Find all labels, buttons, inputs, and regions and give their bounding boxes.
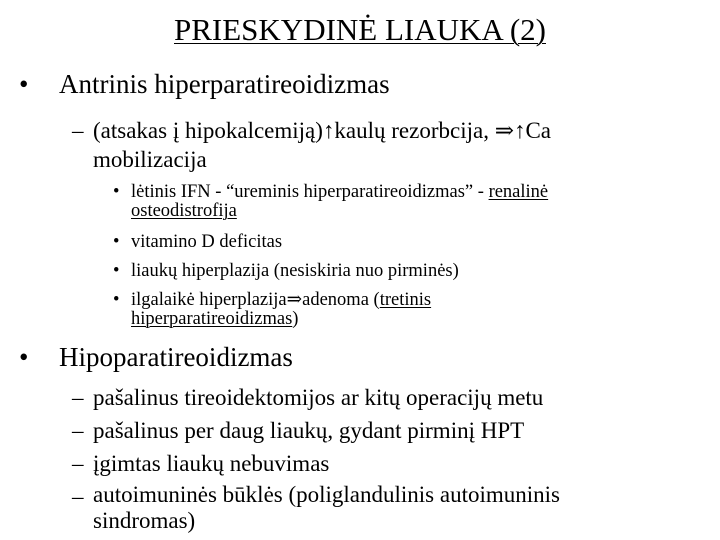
subitem-autoimmune-line1: autoimuninės būklės (poliglandulinis autoimuninis bbox=[93, 482, 560, 507]
bullet-icon: • bbox=[113, 261, 120, 281]
detail-underlined-text: renalinė bbox=[488, 182, 549, 202]
bullet-icon: • bbox=[113, 232, 120, 252]
dash-icon: – bbox=[72, 118, 84, 143]
bullet-item-hypoparathyroidism bbox=[19, 341, 293, 373]
subitem-text: įgimtas liaukų nebuvimas bbox=[93, 451, 330, 476]
bullet-icon: • bbox=[19, 342, 29, 372]
subitem-congenital bbox=[72, 449, 329, 478]
detail-text: lėtinis IFN - “ureminis hiperparatireoidizmas” - bbox=[131, 182, 489, 202]
bullet-icon: • bbox=[19, 69, 29, 99]
subitem-response-line1: (atsakas į hipokalcemiją)↑kaulų rezorbcija, ⇒↑Ca bbox=[93, 118, 552, 143]
detail-text: liaukų hiperplazija (nesiskiria nuo pirminės) bbox=[131, 261, 459, 281]
dash-icon: – bbox=[72, 451, 84, 476]
detail-item-hyperplasia bbox=[113, 262, 459, 281]
detail-text: ) bbox=[292, 309, 299, 329]
detail-item-ureminis bbox=[113, 183, 703, 221]
dash-icon: – bbox=[72, 484, 84, 509]
heading-hypoparathyroidism: Hipoparatireoidizmas bbox=[59, 342, 293, 372]
subitem-text: pašalinus per daug liaukų, gydant pirminį HPT bbox=[93, 418, 525, 443]
subitem-response-line2: mobilizacija bbox=[93, 147, 207, 172]
subitem-autoimmune-line2: sindromas) bbox=[93, 508, 196, 533]
subitem-surgery bbox=[72, 383, 543, 412]
subitem-too-many-glands bbox=[72, 416, 524, 445]
bullet-item-secondary-hpt bbox=[19, 68, 390, 100]
detail-item-adenoma bbox=[113, 291, 703, 329]
detail-text: ilgalaikė hiperplazija⇒adenoma ( bbox=[131, 290, 380, 310]
heading-secondary-hpt: Antrinis hiperparatireoidizmas bbox=[59, 69, 390, 99]
slide-title bbox=[0, 12, 720, 48]
dash-icon: – bbox=[72, 385, 84, 410]
detail-underlined-text: osteodistrofija bbox=[131, 201, 237, 221]
subitem-response bbox=[72, 116, 551, 174]
detail-text: vitamino D deficitas bbox=[131, 232, 283, 252]
detail-underlined-text: tretinis bbox=[379, 290, 432, 310]
bullet-icon: • bbox=[113, 182, 120, 202]
dash-icon: – bbox=[72, 418, 84, 443]
bullet-icon: • bbox=[113, 290, 120, 310]
detail-item-vitamin-d bbox=[113, 233, 282, 252]
subitem-text: pašalinus tireoidektomijos ar kitų operacijų metu bbox=[93, 385, 544, 410]
subitem-autoimmune bbox=[72, 482, 560, 534]
slide-title-text: PRIESKYDINĖ LIAUKA (2) bbox=[174, 12, 546, 47]
detail-underlined-text: hiperparatireoidizmas bbox=[131, 309, 293, 329]
